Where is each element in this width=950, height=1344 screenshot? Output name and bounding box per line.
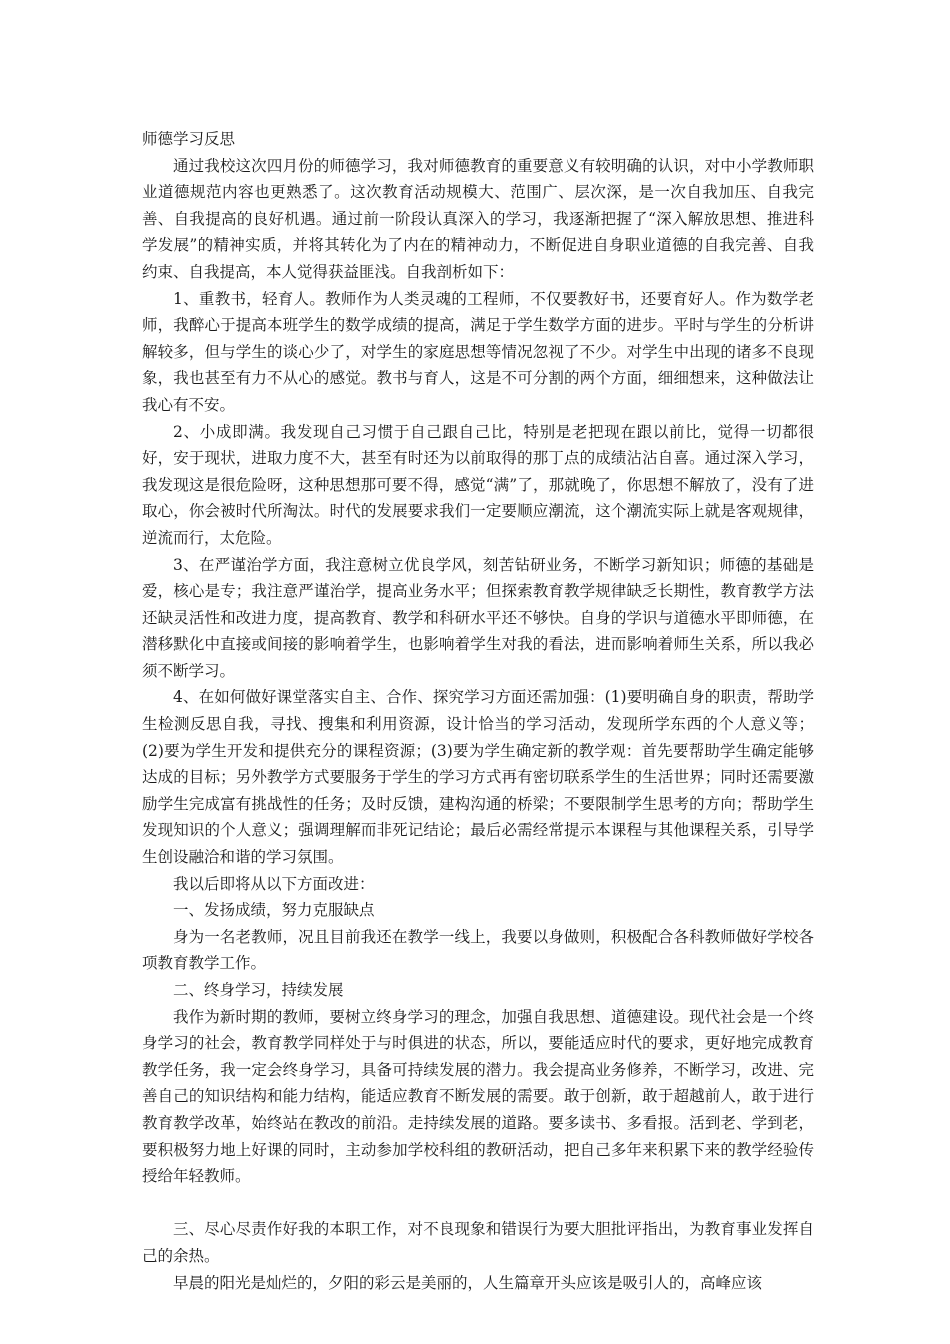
paragraph-point-3: 3、在严谨治学方面，我注意树立优良学风，刻苦钻研业务，不断学习新知识；师德的基础是爱，核心是专；我注意严谨治学，提高业务水平；但探索教育教学规律缺乏长期性，教育教学方法还缺灵活性和改进力度，提高教育、教学和科研水平还不够快。自身的学识与道德水平即师德，在潜移默化中直接或间接的影响着学生，也影响着学生对我的看法，进而影响着师生关系，所以我必须不断学习。 (142, 555, 814, 680)
section-heading-1: 一、发扬成绩，努力克服缺点 (173, 901, 375, 920)
paragraph-point-4: 4、在如何做好课堂落实自主、合作、探究学习方面还需加强：(1)要明确自身的职责，帮助学生检测反思自我，寻找、搜集和利用资源，设计恰当的学习活动，发现所学东西的个人意义等；(2)要为学生开发和提供充分的课程资源；(3)要为学生确定新的教学观：首先要帮助学生确定能够达成的目标；另外教学方式要服务于学生的学习方式再有密切联系学生的生活世界；同时还需要激励学生完成富有挑战性的任务；及时反馈，建构沟通的桥梁；不要限制学生思考的方向；帮助学生发现知识的个人意义；强调理解而非死记结论；最后必需经常提示本课程与其他课程关系，引导学生创设融洽和谐的学习氛围。 (142, 688, 814, 867)
paragraph-closing: 早晨的阳光是灿烂的，夕阳的彩云是美丽的，人生篇章开头应该是吸引人的，高峰应该 (173, 1273, 763, 1292)
blank-line (142, 1190, 814, 1217)
paragraph-section-2: 我作为新时期的教师，要树立终身学习的理念，加强自我思想、道德建设。现代社会是一个终身学习的社会，教育教学同样处于与时俱进的状态，所以，要能适应时代的要求，更好地完成教育教学任务，我一定会终身学习，具备可持续发展的潜力。我会提高业务修养，不断学习，改进、完善自己的知识结构和能力结构，能适应教育不断发展的需要。敢于创新，敢于超越前人，敢于进行教育教学改革，始终站在教改的前沿。走持续发展的道路。要多读书、多看报。活到老、学到老，要积极努力地上好课的同时，主动参加学校科组的教研活动，把自己多年来积累下来的教学经验传授给年轻教师。 (142, 1007, 814, 1186)
paragraph-section-1: 身为一名老教师，况且目前我还在教学一线上，我要以身做则，积极配合各科教师做好学校各项教育教学工作。 (142, 927, 814, 973)
paragraph-point-2: 2、小成即满。我发现自己习惯于自己跟自己比，特别是老把现在跟以前比，觉得一切都很好，安于现状，进取力度不大，甚至有时还为以前取得的那丁点的成绩沾沾自喜。通过深入学习，我发现这是很危险呀，这种思想那可要不得，感觉“满”了，那就晚了，你思想不解放了，没有了进取心，你会被时代所淘汰。时代的发展要求我们一定要顺应潮流，这个潮流实际上就是客观规律，逆流而行，太危险。 (142, 422, 814, 547)
section-heading-2: 二、终身学习，持续发展 (173, 981, 344, 999)
paragraph-intro: 通过我校这次四月份的师德学习，我对师德教育的重要意义有较明确的认识，对中小学教师职业道德规范内容也更熟悉了。这次教育活动规模大、范围广、层次深，是一次自我加压、自我完善、自我提高的良好机遇。通过前一阶段认真深入的学习，我逐渐把握了“深入解放思想、推进科学发展”的精神实质，并将其转化为了内在的精神动力，不断促进自身职业道德的自我完善、自我约束、自我提高，本人觉得获益匪浅。自我剖析如下： (142, 156, 814, 281)
section-heading-3: 三、尽心尽责作好我的本职工作，对不良现象和错误行为要大胆批评指出，为教育事业发挥自己的余热。 (142, 1220, 814, 1265)
paragraph-point-1: 1、重教书，轻育人。教师作为人类灵魂的工程师，不仅要教好书，还要育好人。作为数学老师，我醉心于提高本班学生的数学成绩的提高，满足于学生数学方面的进步。平时与学生的分析讲解较多，但与学生的谈心少了，对学生的家庭思想等情况忽视了不少。对学生中出现的诸多不良现象，我也甚至有力不从心的感觉。教书与育人，这是不可分割的两个方面，细细想来，这种做法让我心有不安。 (142, 289, 814, 414)
paragraph-improvement-lead: 我以后即将从以下方面改进： (173, 874, 375, 893)
document-title: 师德学习反思 (142, 130, 236, 148)
document-page (142, 126, 814, 1296)
